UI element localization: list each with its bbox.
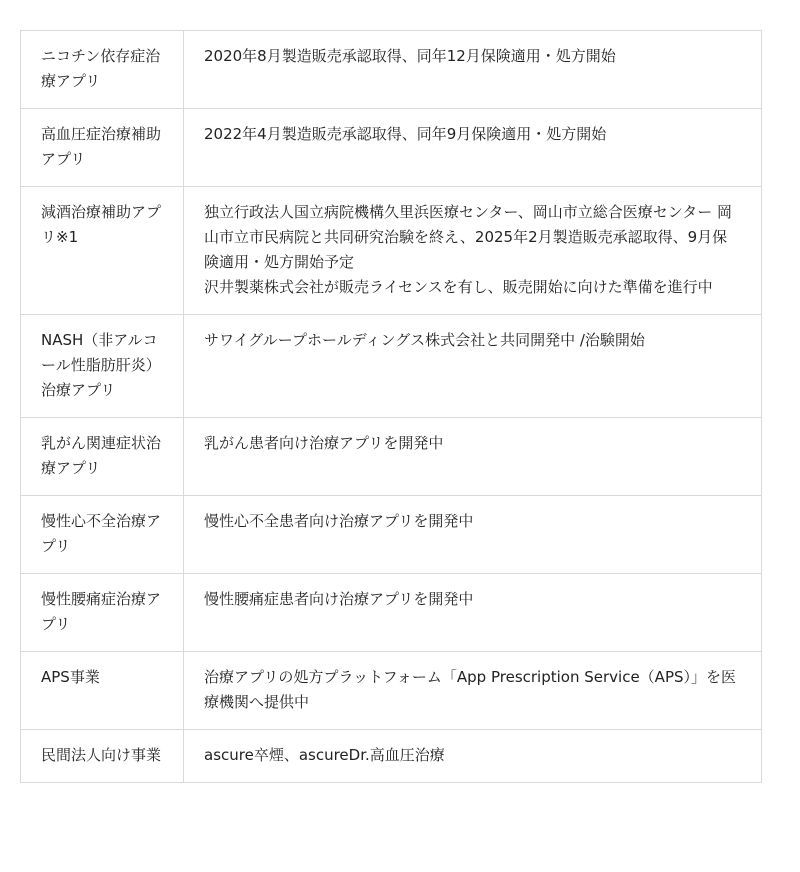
row-value: ascure卒煙、ascureDr.高血圧治療 [184,730,762,783]
table-row [21,109,762,187]
row-label: 民間法人向け事業 [21,730,184,783]
row-label: 慢性心不全治療アプリ [21,496,184,574]
row-value: 乳がん患者向け治療アプリを開発中 [184,418,762,496]
row-value: 2020年8月製造販売承認取得、同年12月保険適用・処方開始 [184,31,762,109]
table-row [21,652,762,730]
row-value: 独立行政法人国立病院機構久里浜医療センター、岡山市立総合医療センター 岡山市立市民病院と共同研究治験を終え、2025年2月製造販売承認取得、9月保険適用・処方開始予定 沢井製薬株式会社が販売ライセンスを有し、販売開始に向けた準備を進行中 [184,187,762,315]
row-label: NASH（非アルコール性脂肪肝炎）治療アプリ [21,315,184,418]
table-row [21,496,762,574]
row-value: 2022年4月製造販売承認取得、同年9月保険適用・処方開始 [184,109,762,187]
table-row [21,31,762,109]
table-row [21,315,762,418]
table-row [21,730,762,783]
product-pipeline-table [20,30,762,783]
row-value: 治療アプリの処方プラットフォーム「App Prescription Service（APS）」を医療機関へ提供中 [184,652,762,730]
row-label: ニコチン依存症治療アプリ [21,31,184,109]
row-value: 慢性心不全患者向け治療アプリを開発中 [184,496,762,574]
row-value: サワイグループホールディングス株式会社と共同開発中 /治験開始 [184,315,762,418]
row-label: 慢性腰痛症治療アプリ [21,574,184,652]
row-value: 慢性腰痛症患者向け治療アプリを開発中 [184,574,762,652]
row-label: 高血圧症治療補助アプリ [21,109,184,187]
row-label: APS事業 [21,652,184,730]
table-row [21,187,762,315]
table-row [21,574,762,652]
row-label: 減酒治療補助アプリ※1 [21,187,184,315]
row-label: 乳がん関連症状治療アプリ [21,418,184,496]
table-row [21,418,762,496]
